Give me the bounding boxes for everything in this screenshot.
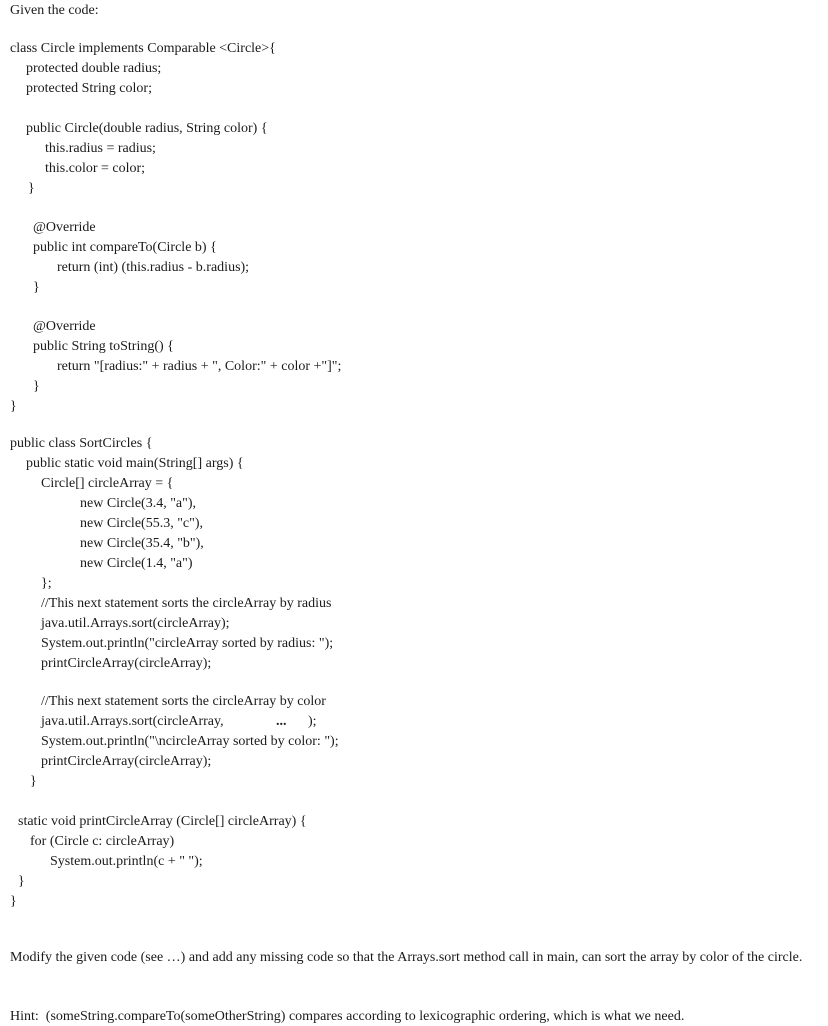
code-line: }; [41,576,52,591]
code-line: System.out.println(c + " "); [50,854,203,869]
code-line: public String toString() { [33,339,174,354]
code-line: this.color = color; [45,161,146,176]
code-line: public class SortCircles { [10,436,153,451]
code-line: @Override [33,319,96,334]
code-line: static void printCircleArray (Circle[] circleArray) { [18,814,307,829]
code-line: this.radius = radius; [45,141,156,156]
code-line: } [33,280,40,295]
code-line: } [28,181,35,196]
instruction-paragraph: Modify the given code (see …) and add any missing code so that the Arrays.sort method call in main, can sort the array by color of the circle. [10,950,803,965]
code-line: new Circle(55.3, "c"), [80,516,203,531]
code-line: ); [308,714,317,729]
code-line: Circle[] circleArray = { [41,476,174,491]
code-line: new Circle(3.4, "a"), [80,496,196,511]
code-line: java.util.Arrays.sort(circleArray, [41,714,224,729]
code-line: } [10,399,17,414]
header-text: Given the code: [10,3,99,18]
code-line: return "[radius:" + radius + ", Color:" + color +"]"; [57,359,342,374]
code-line: @Override [33,220,96,235]
hint-text: Hint: (someString.compareTo(someOtherString) compares according to lexicographic ordering, which is what we need. [10,1009,685,1024]
code-line: public Circle(double radius, String color) { [26,121,268,136]
code-line: for (Circle c: circleArray) [30,834,175,849]
code-line: java.util.Arrays.sort(circleArray); [41,616,230,631]
code-line: new Circle(1.4, "a") [80,556,193,571]
code-line: new Circle(35.4, "b"), [80,536,204,551]
code-line: protected String color; [26,81,152,96]
code-line: } [30,774,37,789]
code-line: printCircleArray(circleArray); [41,754,212,769]
code-line: //This next statement sorts the circleArray by color [41,694,326,709]
code-line: } [18,874,25,889]
code-line: public static void main(String[] args) { [26,456,244,471]
code-line: System.out.println("\ncircleArray sorted by color: "); [41,734,339,749]
code-line: } [33,379,40,394]
code-line: public int compareTo(Circle b) { [33,240,217,255]
code-line: //This next statement sorts the circleArray by radius [41,596,332,611]
code-line: } [10,894,17,909]
code-line: System.out.println("circleArray sorted by radius: "); [41,636,334,651]
code-line: class Circle implements Comparable <Circle>{ [10,41,276,56]
code-line: return (int) (this.radius - b.radius); [57,260,250,275]
code-line: printCircleArray(circleArray); [41,656,212,671]
code-line: protected double radius; [26,61,162,76]
ellipsis-placeholder: ... [276,714,287,729]
